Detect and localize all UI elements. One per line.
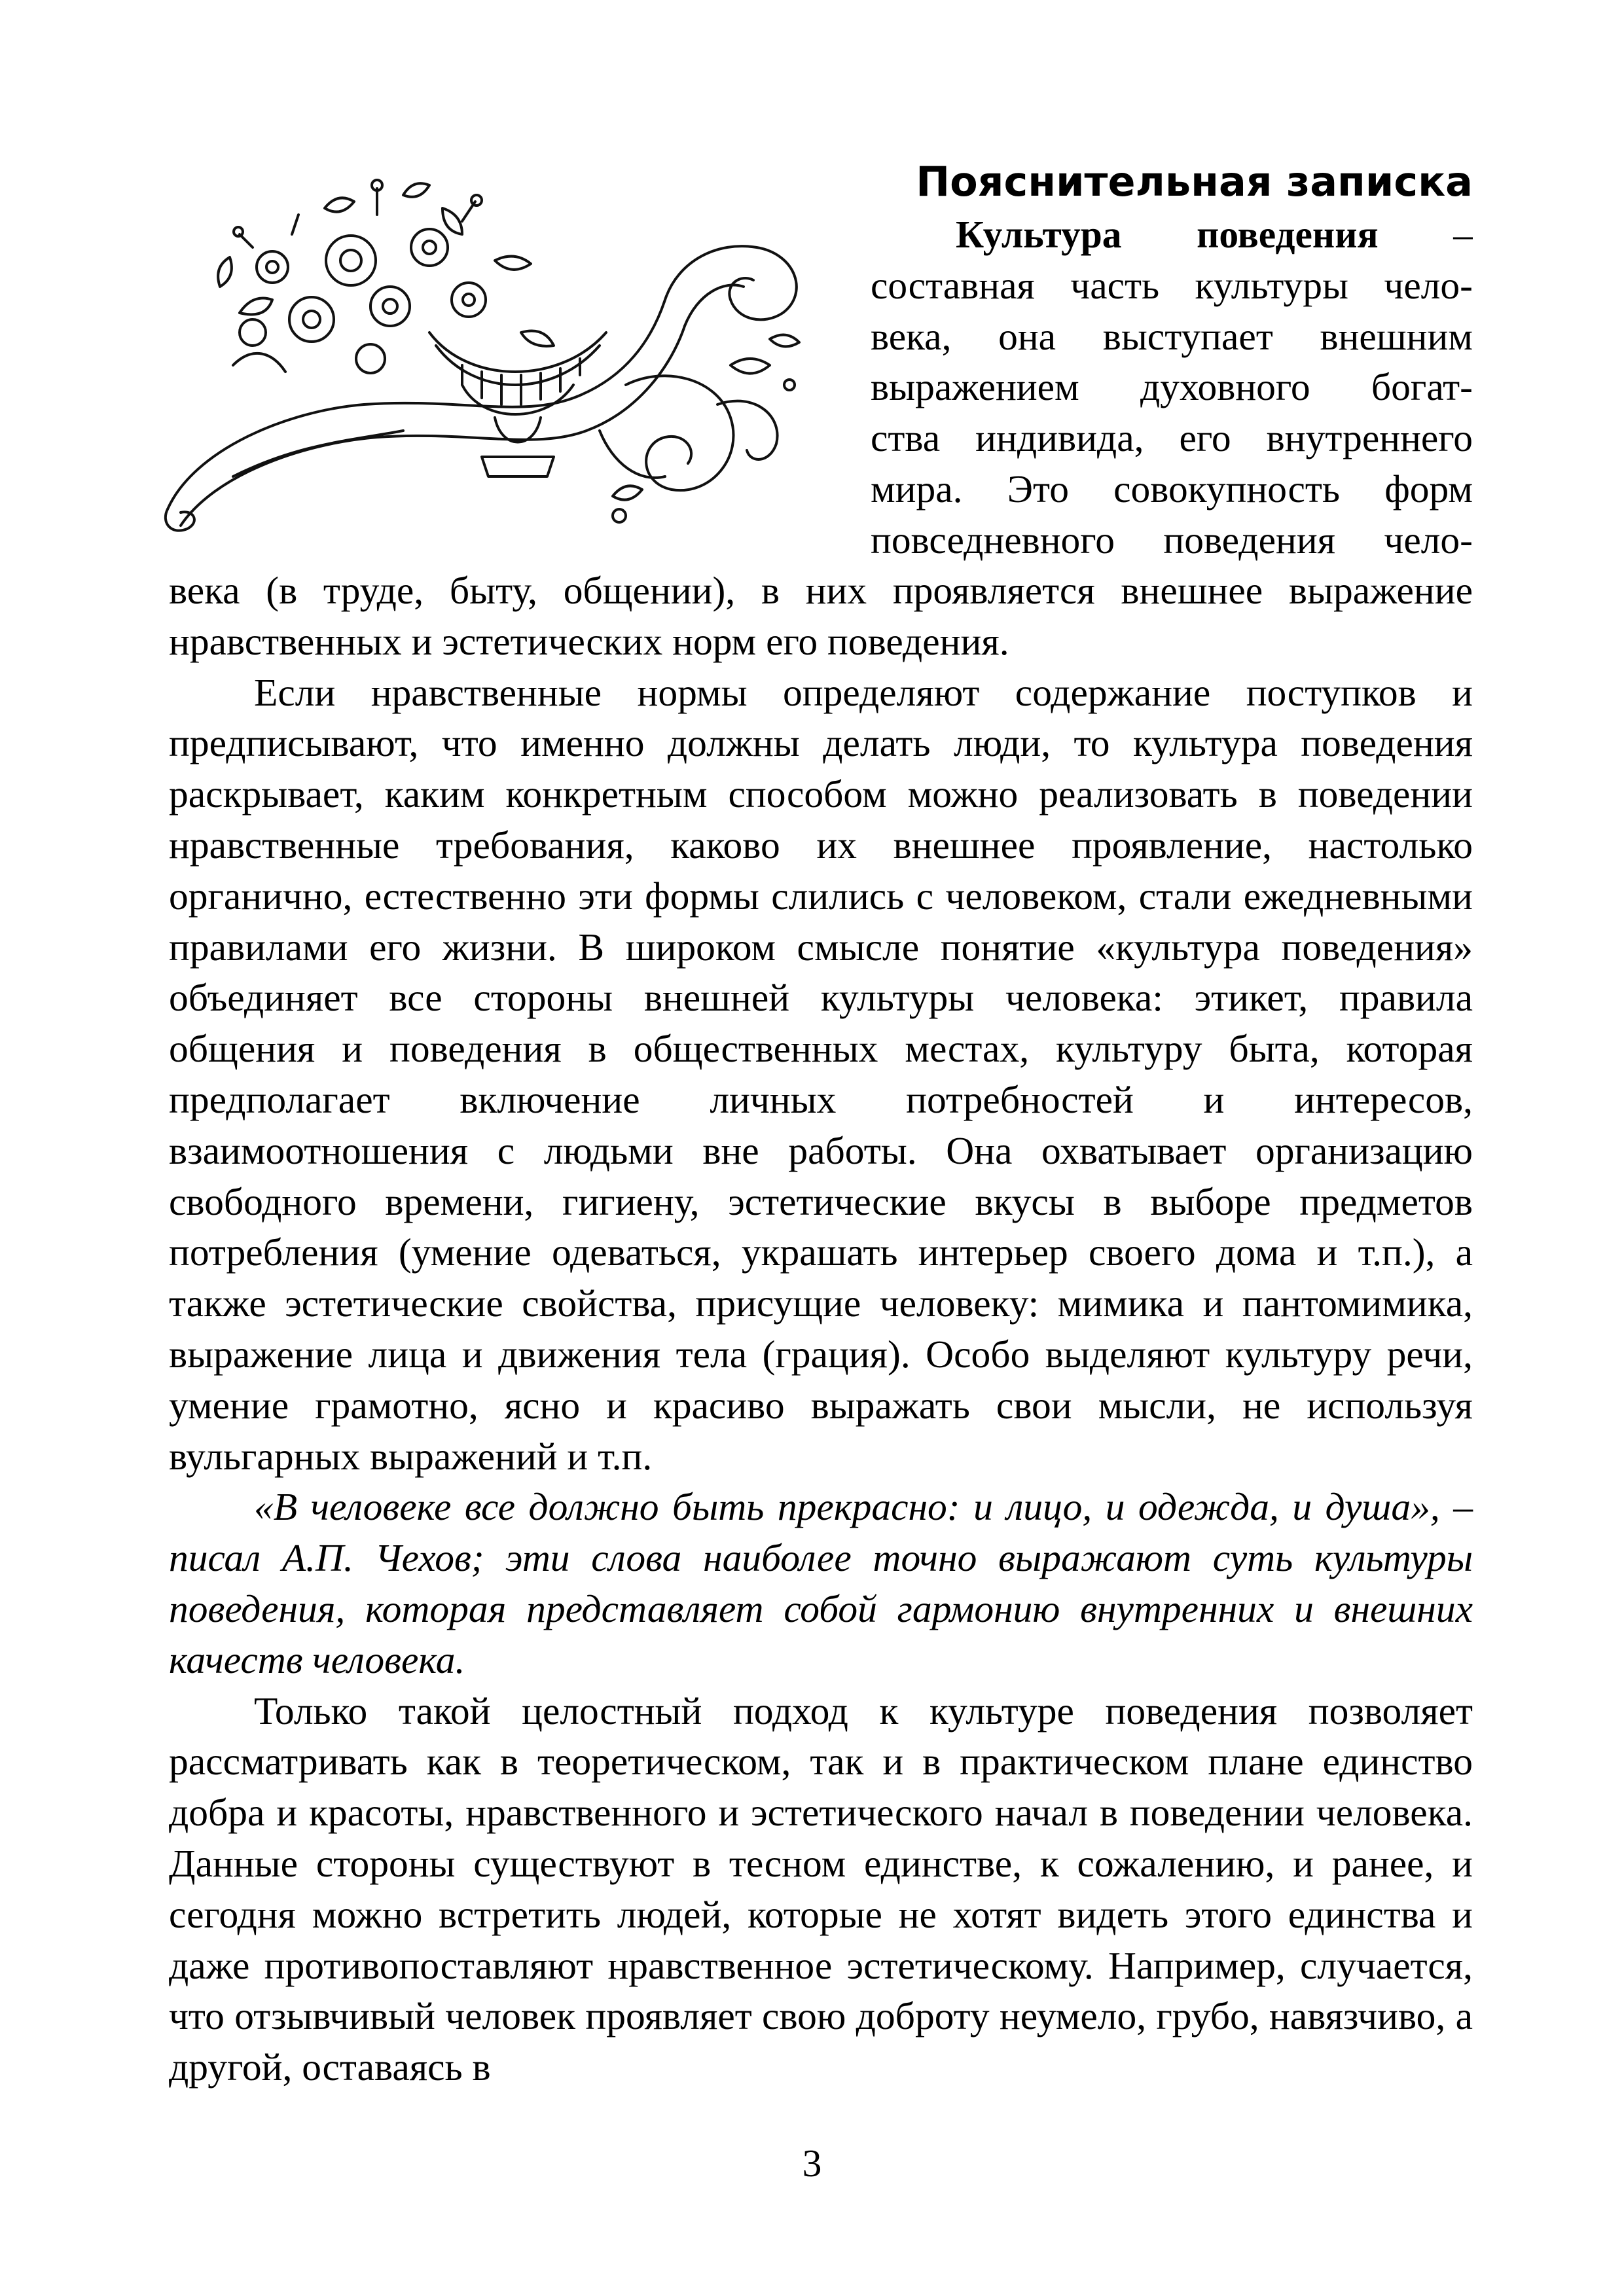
- intro-term: Культура поведения: [956, 213, 1379, 256]
- paragraph-holistic-approach: Только такой целостный подход к культуре поведения позволяет рассматривать как в теоретическом, так и в практическом плане единство добра и красоты, нравственного и эстетического начал в поведении человека. Данные стороны существуют в тесном единстве, к сожалению, и ранее, и сегодня можно встретить людей, которые не хотят видеть этого единства и даже противопоставляют нравственное эстетическому. Например, случается, что отзывчивый человек проявляет свою доброту неумело, грубо, навязчиво, а другой, оставаясь в: [169, 1689, 1473, 2089]
- intro-line: ства индивида, его внутреннего: [871, 416, 1473, 460]
- page-title: Пояснительная записка: [916, 158, 1473, 206]
- intro-line: составная часть культуры чело-: [871, 263, 1473, 307]
- intro-line: мира. Это совокупность форм: [871, 467, 1473, 511]
- intro-line: века, она выступает внешним: [871, 314, 1473, 358]
- intro-continuation: века (в труде, быту, общении), в них проявляется внешнее выражение нравственных и эстетических норм его поведения.: [169, 569, 1473, 663]
- page-number: 3: [802, 2142, 822, 2185]
- body-text: [169, 565, 1473, 2093]
- intro-float-column: [871, 209, 1473, 566]
- decorative-scroll-illustration: [154, 169, 816, 535]
- intro-first-line: [871, 209, 1473, 260]
- intro-line: повседневного поведения чело-: [871, 518, 1473, 562]
- paragraph-culture-of-behavior: Если нравственные нормы определяют содержание поступков и предписывают, что именно должны делать люди, то культура поведения раскрывает, каким конкретным способом можно реализовать в поведении нравственные требования, каково их внешнее проявление, настолько органично, естественно эти формы слились с человеком, стали ежедневными правилами его жизни. В широком смысле понятие «культура поведения» объединяет все стороны внешней культуры человека: этикет, правила общения и поведения в общественных местах, культуру быта, которая предполагает включение личных потребностей и интересов, взаимоотношения с людьми вне работы. Она охватывает организацию свободного времени, гигиену, эстетические вкусы в выборе предметов потребления (умение одеваться, украшать интерьер своего дома и т.п.), а также эстетические свойства, присущие человеку: мимика и пантомимика, выражение лица и движения тела (грация). Особо выделяют культуру речи, умение грамотно, ясно и красиво выражать свои мысли, не используя вульгарных выражений и т.п.: [169, 670, 1473, 1478]
- flower-bouquet-icon: [218, 180, 554, 373]
- intro-line: выражением духовного богат-: [871, 365, 1473, 409]
- intro-dash: –: [1378, 213, 1473, 256]
- chekhov-quote: «В человеке все должно быть прекрасно: и лицо, и одежда, и душа», – писал А.П. Чехов; эти слова наиболее точно выражают суть культуры поведения, которая представляет собой гармонию внутренних и внешних качеств человека.: [169, 1485, 1473, 1681]
